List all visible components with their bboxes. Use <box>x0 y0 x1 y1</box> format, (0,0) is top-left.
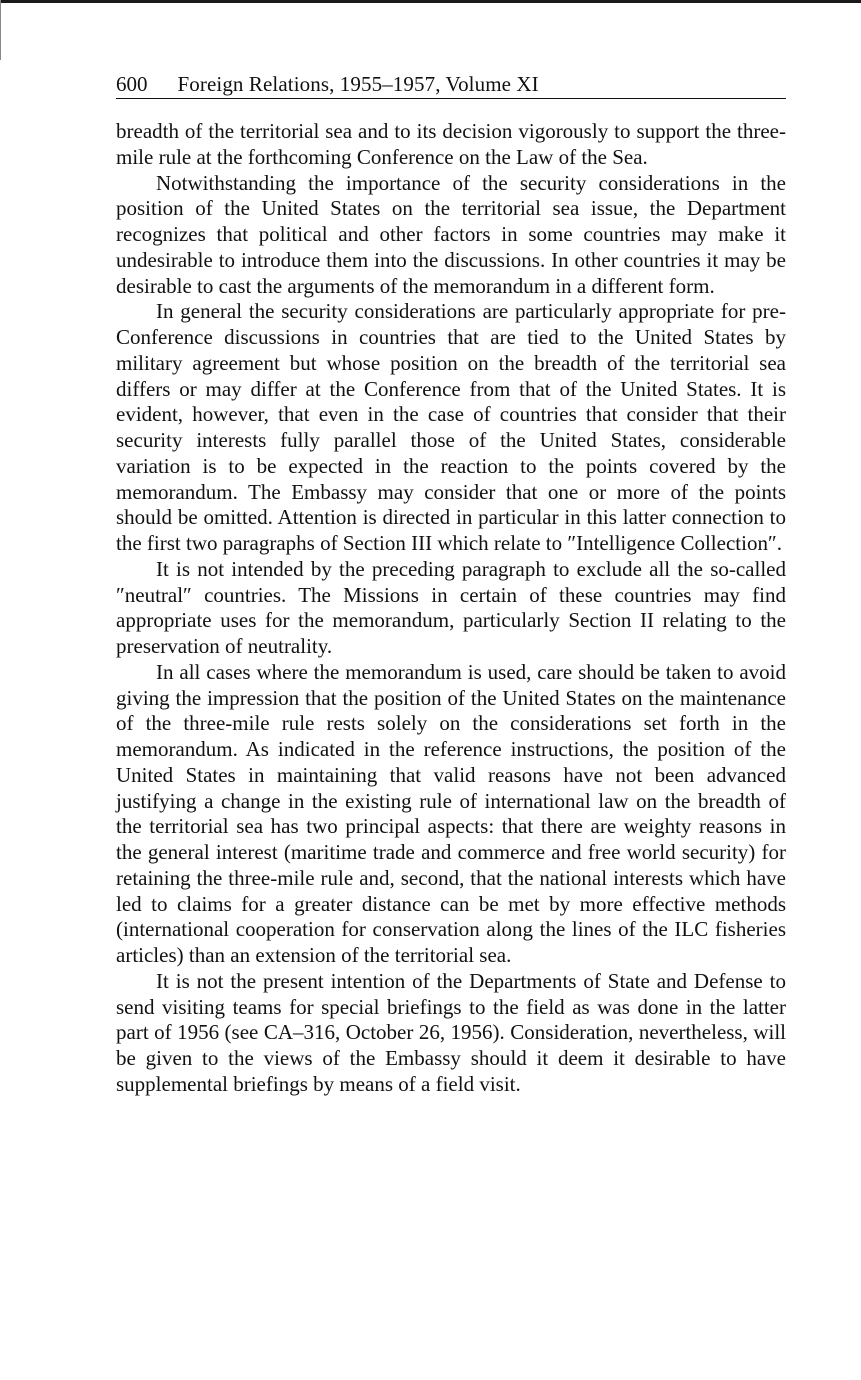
running-title: Foreign Relations, 1955–1957, Volume XI <box>177 72 539 96</box>
scan-border-top <box>0 0 861 3</box>
page-number: 600 <box>116 72 148 96</box>
document-page <box>116 70 786 1098</box>
paragraph-neutral-countries: It is not intended by the preceding paragraph to exclude all the so-called ″neutral″ countries. The Missions in certain of these countries may find appropriate uses for the memorandum, particularly Section II relating to the preservation of neutrality. <box>116 556 786 658</box>
paragraph-three-mile-rule-position: In all cases where the memorandum is used, care should be taken to avoid giving the impression that the position of the United States on the maintenance of the three-mile rule rests solely on the considerations set forth in the memorandum. As indicated in the reference instructions, the position of the United States in maintaining that valid reasons have not been advanced justifying a change in the existing rule of international law on the breadth of the territorial sea has two principal aspects: that there are weighty reasons in the general interest (maritime trade and commerce and free world security) for retaining the three-mile rule and, second, that the national interests which have led to claims for a greater distance can be met by more effective methods (international cooperation for conservation along the lines of the ILC fisheries articles) than an extension of the territorial sea. <box>116 659 786 967</box>
scan-border-left <box>0 0 1 60</box>
paragraph-visiting-teams: It is not the present intention of the Departments of State and Defense to send visiting teams for special briefings to the field as was done in the latter part of 1956 (see CA–316, October 26, 1956). Consideration, nevertheless, will be given to the views of the Embassy should it deem it desirable to have supplemental briefings by means of a field visit. <box>116 968 786 1096</box>
paragraph-security-considerations: Notwithstanding the importance of the security considerations in the position of the United States on the territorial sea issue, the Department recognizes that political and other factors in some countries may make it undesirable to introduce them into the discussions. In other countries it may be desirable to cast the arguments of the memorandum in a different form. <box>116 170 786 298</box>
paragraph-pre-conference-discussions: In general the security considerations are particularly appropriate for pre-Conference discussions in countries that are tied to the United States by military agreement but whose position on the breadth of the territorial sea differs or may differ at the Conference from that of the United States. It is evident, however, that even in the case of countries that consider that their security interests fully parallel those of the United States, considerable variation is to be expected in the reaction to the points covered by the memorandum. The Embassy may consider that one or more of the points should be omitted. Attention is directed in particular in this latter connection to the first two paragraphs of Section III which relate to ″Intelligence Collection″. <box>116 299 786 555</box>
running-header <box>116 70 786 99</box>
body-text <box>116 119 786 1098</box>
paragraph-continuation: breadth of the territorial sea and to its decision vigorously to support the three-mile rule at the forthcoming Conference on the Law of the Sea. <box>116 119 786 169</box>
